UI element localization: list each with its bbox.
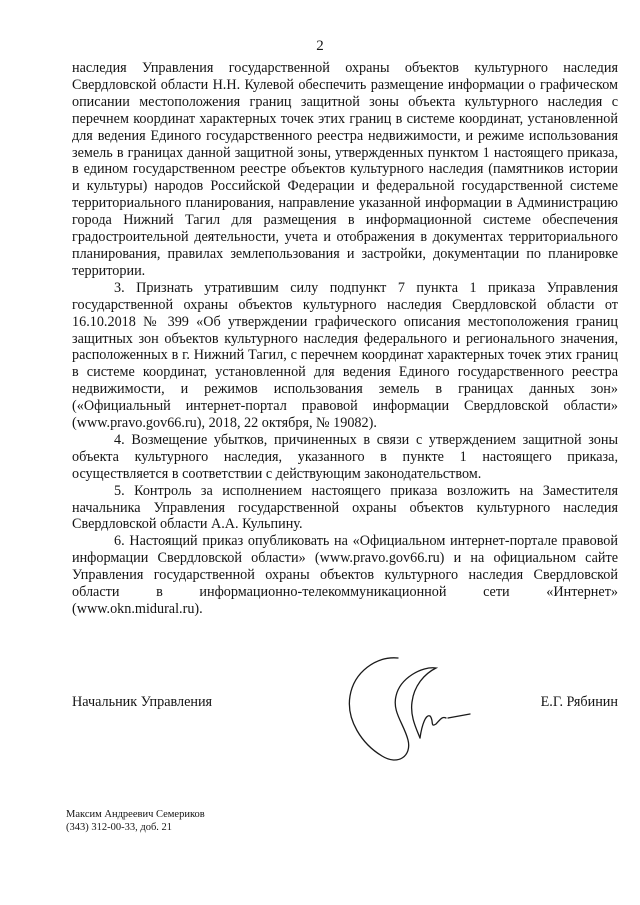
paragraph-item-5: 5. Контроль за исполнением настоящего приказа возложить на Заместителя начальника Управления государственной охраны объектов культурного наследия Свердловской области А.А. Кульпину. [72, 482, 618, 533]
executor-info [66, 808, 205, 834]
paragraph-continuation: наследия Управления государственной охраны объектов культурного наследия Свердловской области Н.Н. Кулевой обеспечить размещение информации о графическом описании местоположения границ защитной зоны объекта культурного наследия с перечнем координат характерных точек этих границ в системе координат, установленной для ведения Единого государственного реестра недвижимости, и режиме использования земель в границах данной защитной зоны, утвержденных пунктом 1 настоящего приказа, в едином государственном реестре объектов культурного наследия (памятников истории и культуры) народов Российской Федерации и федеральной государственной системе территориального планирования, направление указанной информации в Администрацию города Нижний Тагил для размещения в информационной системе обеспечения градостроительной деятельности, учета и отображения в документах территориального планирования, правилах землепользования и застройки, документации по планировке территории. [72, 60, 618, 279]
signer-position: Начальник Управления [72, 694, 213, 710]
page-number: 2 [316, 38, 324, 54]
executor-name: Максим Андреевич Семериков [66, 809, 205, 820]
signer-name: Е.Г. Рябинин [540, 694, 618, 710]
paragraph-item-3: 3. Признать утратившим силу подпункт 7 пункта 1 приказа Управления государственной охраны объектов культурного наследия Свердловской области от 16.10.2018 № 399 «Об утверждении графического описания местоположения границ защитных зон объектов культурного наследия федерального и регионального значения, расположенных в г. Нижний Тагил, с перечнем координат характерных точек этих границ в системе координат, установленной для ведения Единого государственного реестра недвижимости, и режимов использования земель в границах данных зон» («Официальный интернет-портал правовой информации Свердловской области» (www.pravo.gov66.ru), 2018, 22 октября, № 19082). [72, 279, 618, 432]
signature-block [72, 694, 618, 718]
paragraph-item-6: 6. Настоящий приказ опубликовать на «Официальном интернет-портале правовой информации Свердловской области» (www.pravo.gov66.ru) и на официальном сайте Управления государственной охраны объектов культурного наследия Свердловской области в информационно-телекоммуникационной сети «Интернет» (www.okn.midural.ru). [72, 533, 618, 617]
executor-phone: (343) 312-00-33, доб. 21 [66, 822, 173, 833]
document-body [72, 60, 618, 618]
paragraph-item-4: 4. Возмещение убытков, причиненных в связи с утверждением защитной зоны объекта культурного наследия, указанного в пункте 1 настоящего приказа, осуществляется в соответствии с действующим законодательством. [72, 431, 618, 482]
